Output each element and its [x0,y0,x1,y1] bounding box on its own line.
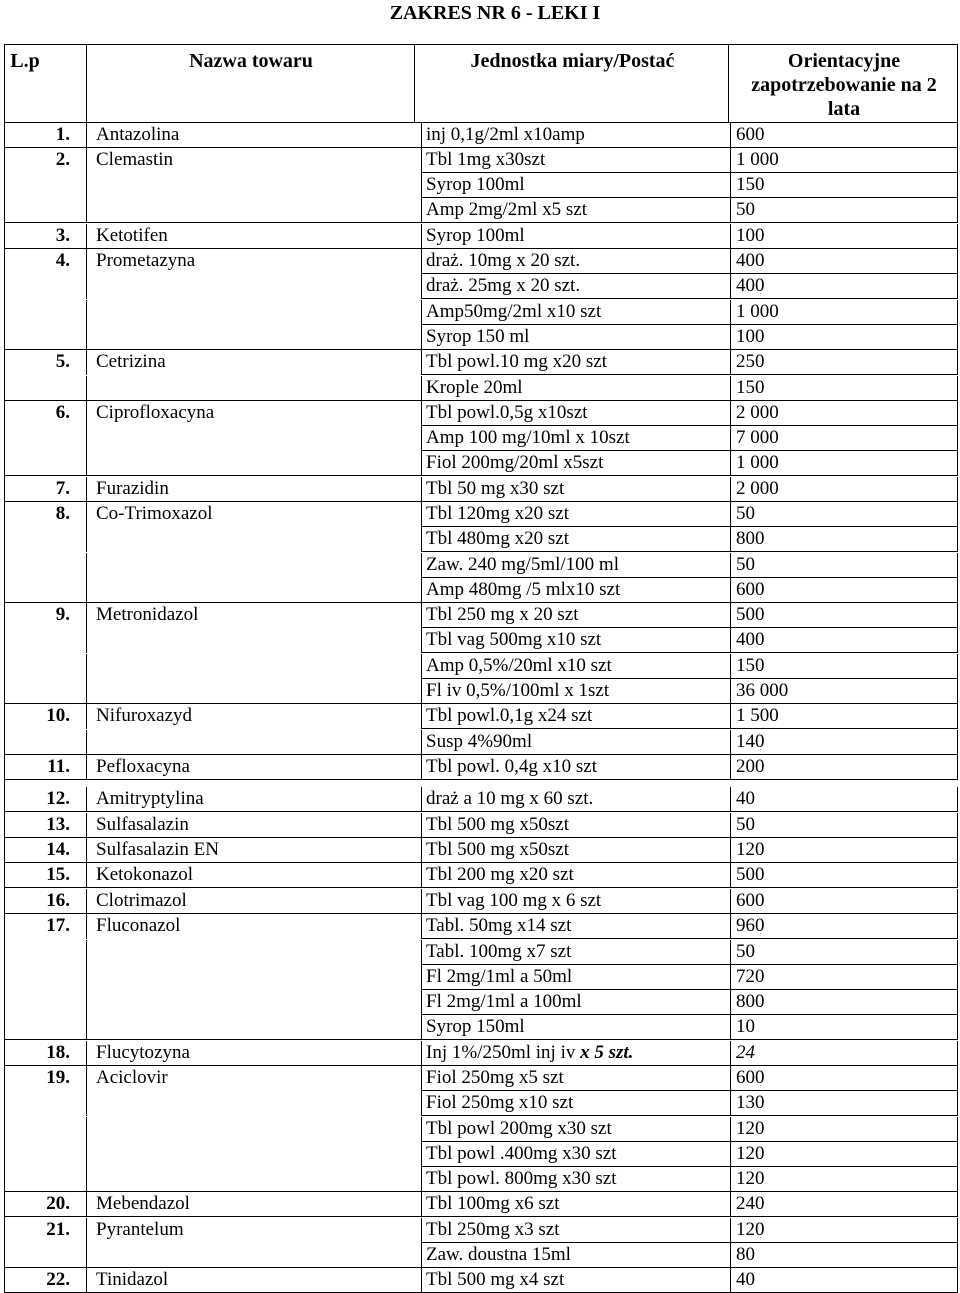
cell-unit [426,863,574,887]
cell-unit [426,628,601,652]
cell-unit-text: Tbl 500 mg x50szt [426,839,570,860]
cell-qty: 2 000 [736,402,779,423]
cell-unit [426,300,601,324]
cell-unit [426,553,619,577]
cell-unit-text: Fl 2mg/1ml a 100ml [426,991,582,1012]
cell-name: Prometazyna [96,250,196,271]
cell-lp: 9. [55,604,70,625]
cell-lp: 2. [55,149,70,170]
cell-lp: 3. [55,225,70,246]
cell-unit [426,249,580,273]
cell-name: Flucytozyna [96,1042,190,1063]
cell-unit [426,603,579,627]
cell-unit [426,527,569,551]
cell-qty: 130 [736,1092,765,1113]
header-unit: Jednostka miary/Postać [470,50,675,72]
cell-qty: 50 [736,199,755,220]
cell-unit [426,990,582,1014]
cell-unit-text: Tbl 200 mg x20 szt [426,864,574,885]
cell-unit [426,755,597,779]
cell-unit [426,1243,571,1267]
cell-qty: 250 [736,351,765,372]
cell-lp: 19. [46,1067,70,1088]
cell-unit-text: inj 0,1g/2ml x10amp [426,124,585,145]
cell-unit-text: Syrop 100ml [426,225,525,246]
cell-unit-text: draż. 25mg x 20 szt. [426,275,581,296]
cell-name: Tinidazol [96,1269,169,1290]
cell-lp: 15. [46,864,70,885]
cell-unit [426,1218,560,1242]
cell-unit-text: Zaw. 240 mg/5ml/100 ml [426,554,619,575]
cell-unit [426,1041,633,1065]
document-title: ZAKRES NR 6 - LEKI I [389,2,601,24]
cell-qty: 600 [736,890,765,911]
cell-qty: 400 [736,275,765,296]
cell-unit-text: Tbl powl 200mg x30 szt [426,1118,612,1139]
cell-qty: 120 [736,1118,765,1139]
cell-unit [426,274,580,298]
cell-unit-text: Zaw. doustna 15ml [426,1244,571,1265]
cell-name: Mebendazol [96,1193,190,1214]
cell-name: Metronidazol [96,604,199,625]
cell-unit [426,1066,564,1090]
cell-qty: 24 [736,1042,755,1063]
cell-unit [426,173,525,197]
cell-unit-text: Syrop 100ml [426,174,525,195]
header-qty-line1: Orientacyjne [787,50,901,72]
cell-unit [426,1268,564,1292]
cell-qty: 140 [736,731,765,752]
cell-lp: 11. [47,756,70,777]
cell-name: Aciclovir [96,1067,168,1088]
cell-unit [426,502,569,526]
cell-qty: 40 [736,788,755,809]
cell-unit [426,914,571,938]
cell-unit [426,1091,573,1115]
cell-qty: 600 [736,1067,765,1088]
cell-lp: 14. [46,839,70,860]
cell-unit-text: Tbl 120mg x20 szt [426,503,570,524]
cell-qty: 2 000 [736,478,779,499]
cell-unit-text: Tbl powl.10 mg x20 szt [426,351,608,372]
cell-qty: 400 [736,629,765,650]
cell-unit [426,1142,617,1166]
cell-name: Pyrantelum [96,1219,184,1240]
cell-lp: 1. [55,124,70,145]
cell-unit [426,451,603,475]
cell-qty: 80 [736,1244,755,1265]
cell-qty: 120 [736,839,765,860]
cell-unit [426,940,571,964]
cell-unit [426,1117,612,1141]
cell-unit-text: Syrop 150ml [426,1016,525,1037]
cell-unit-text: Tbl 1mg x30szt [426,149,546,170]
header-qty-line2: zapotrzebowanie na 2 [751,74,937,96]
cell-lp: 21. [46,1219,70,1240]
cell-unit [426,704,592,728]
cell-qty: 500 [736,604,765,625]
cell-qty: 1 000 [736,301,779,322]
cell-qty: 1 500 [736,705,779,726]
cell-unit-text: Tbl vag 100 mg x 6 szt [426,890,602,911]
cell-unit [426,838,569,862]
cell-qty: 960 [736,915,765,936]
cell-qty: 50 [736,814,755,835]
cell-unit [426,477,564,501]
cell-name: Furazidin [96,478,169,499]
cell-name: Ciprofloxacyna [96,402,215,423]
cell-lp: 13. [46,814,70,835]
cell-name: Ketokonazol [96,864,194,885]
cell-unit [426,224,525,248]
cell-name: Sulfasalazin EN [96,839,219,860]
cell-qty: 600 [736,579,765,600]
cell-qty: 50 [736,941,755,962]
cell-unit-text: Amp 2mg/2ml x5 szt [426,199,587,220]
cell-qty: 100 [736,225,765,246]
cell-unit [426,578,620,602]
cell-unit [426,401,588,425]
cell-lp: 16. [46,890,70,911]
cell-qty: 120 [736,1168,765,1189]
cell-unit [426,679,609,703]
cell-qty: 7 000 [736,427,779,448]
cell-unit-text: Fiol 250mg x5 szt [426,1067,564,1088]
cell-lp: 18. [46,1042,70,1063]
cell-qty: 400 [736,250,765,271]
header-name: Nazwa towaru [189,50,313,72]
cell-qty: 800 [736,991,765,1012]
cell-unit [426,123,585,147]
cell-unit [426,787,593,811]
header-lp: L.p [10,50,40,72]
cell-unit [426,376,523,400]
cell-lp: 8. [55,503,70,524]
cell-qty: 120 [736,1143,765,1164]
cell-unit-emphasis: x 5 szt. [580,1042,634,1063]
cell-lp: 17. [46,915,70,936]
cell-qty: 200 [736,756,765,777]
cell-name: Nifuroxazyd [96,705,193,726]
cell-unit-text: Tabl. 100mg x7 szt [426,941,572,962]
cell-unit [426,730,532,754]
cell-unit-text: Amp 480mg /5 mlx10 szt [426,579,621,600]
cell-unit [426,813,569,837]
cell-qty: 36 000 [736,680,789,701]
cell-unit-text: Amp 0,5%/20ml x10 szt [426,655,612,676]
cell-lp: 10. [46,705,70,726]
cell-qty: 240 [736,1193,765,1214]
cell-unit-text: Tbl powl. 0,4g x10 szt [426,756,597,777]
cell-unit [426,148,545,172]
cell-qty: 1 000 [736,149,779,170]
cell-unit-text: Tbl 480mg x20 szt [426,528,570,549]
cell-unit-text: Tbl 50 mg x30 szt [426,478,565,499]
cell-name: Cetrizina [96,351,166,372]
cell-unit-text: Amp 100 mg/10ml x 10szt [426,427,630,448]
cell-unit [426,325,529,349]
cell-unit-text: Amp50mg/2ml x10 szt [426,301,602,322]
cell-unit-text: Tbl 500 mg x50szt [426,814,570,835]
cell-lp: 12. [46,788,70,809]
cell-qty: 600 [736,124,765,145]
cell-unit [426,426,630,450]
cell-unit-text: Inj 1%/250ml inj iv [426,1042,581,1063]
cell-unit-text: Tbl 500 mg x4 szt [426,1269,565,1290]
cell-unit-text: Syrop 150 ml [426,326,530,347]
cell-qty: 50 [736,503,755,524]
cell-lp: 7. [55,478,70,499]
cell-qty: 100 [736,326,765,347]
cell-unit [426,1167,617,1191]
cell-name: Ketotifen [96,225,168,246]
cell-unit-text: Fl 2mg/1ml a 50ml [426,966,573,987]
cell-unit-text: Tbl powl. 800mg x30 szt [426,1168,617,1189]
cell-name: Fluconazol [96,915,181,936]
cell-unit-text: Krople 20ml [426,377,523,398]
cell-unit-text: Tbl 100mg x6 szt [426,1193,560,1214]
cell-unit-text: Tbl 250 mg x 20 szt [426,604,579,625]
cell-qty: 150 [736,174,765,195]
cell-name: Clemastin [96,149,174,170]
cell-name: Sulfasalazin [96,814,189,835]
cell-name: Amitryptylina [96,788,204,809]
cell-unit-text: draż. 10mg x 20 szt. [426,250,581,271]
cell-name: Clotrimazol [96,890,187,911]
cell-lp: 22. [46,1269,70,1290]
cell-unit [426,350,607,374]
cell-unit-text: Susp 4%90ml [426,731,533,752]
cell-qty: 10 [736,1016,755,1037]
cell-qty: 800 [736,528,765,549]
cell-lp: 20. [46,1193,70,1214]
cell-qty: 720 [736,966,765,987]
cell-unit-text: Fiol 200mg/20ml x5szt [426,452,604,473]
cell-unit-text: Fl iv 0,5%/100ml x 1szt [426,680,610,701]
cell-qty: 1 000 [736,452,779,473]
cell-lp: 5. [55,351,70,372]
cell-name: Co-Trimoxazol [96,503,213,524]
cell-unit-text: Tabl. 50mg x14 szt [426,915,572,936]
cell-qty: 40 [736,1269,755,1290]
cell-qty: 500 [736,864,765,885]
header-qty-line3: lata [827,98,861,120]
cell-unit [426,198,587,222]
cell-qty: 150 [736,655,765,676]
cell-unit [426,889,601,913]
cell-unit-text: Tbl powl.0,1g x24 szt [426,705,593,726]
cell-unit [426,654,612,678]
cell-unit [426,965,572,989]
cell-unit-text: draż a 10 mg x 60 szt. [426,788,594,809]
cell-name: Antazolina [96,124,180,145]
cell-unit-text: Tbl vag 500mg x10 szt [426,629,602,650]
cell-qty: 120 [736,1219,765,1240]
cell-qty: 50 [736,554,755,575]
cell-unit [426,1192,560,1216]
cell-lp: 4. [55,250,70,271]
cell-unit-text: Tbl powl.0,5g x10szt [426,402,588,423]
cell-qty: 150 [736,377,765,398]
cell-unit-text: Tbl powl .400mg x30 szt [426,1143,617,1164]
cell-unit-text: Tbl 250mg x3 szt [426,1219,560,1240]
cell-unit-text: Fiol 250mg x10 szt [426,1092,574,1113]
cell-name: Pefloxacyna [96,756,190,777]
cell-unit [426,1015,525,1039]
cell-lp: 6. [55,402,70,423]
